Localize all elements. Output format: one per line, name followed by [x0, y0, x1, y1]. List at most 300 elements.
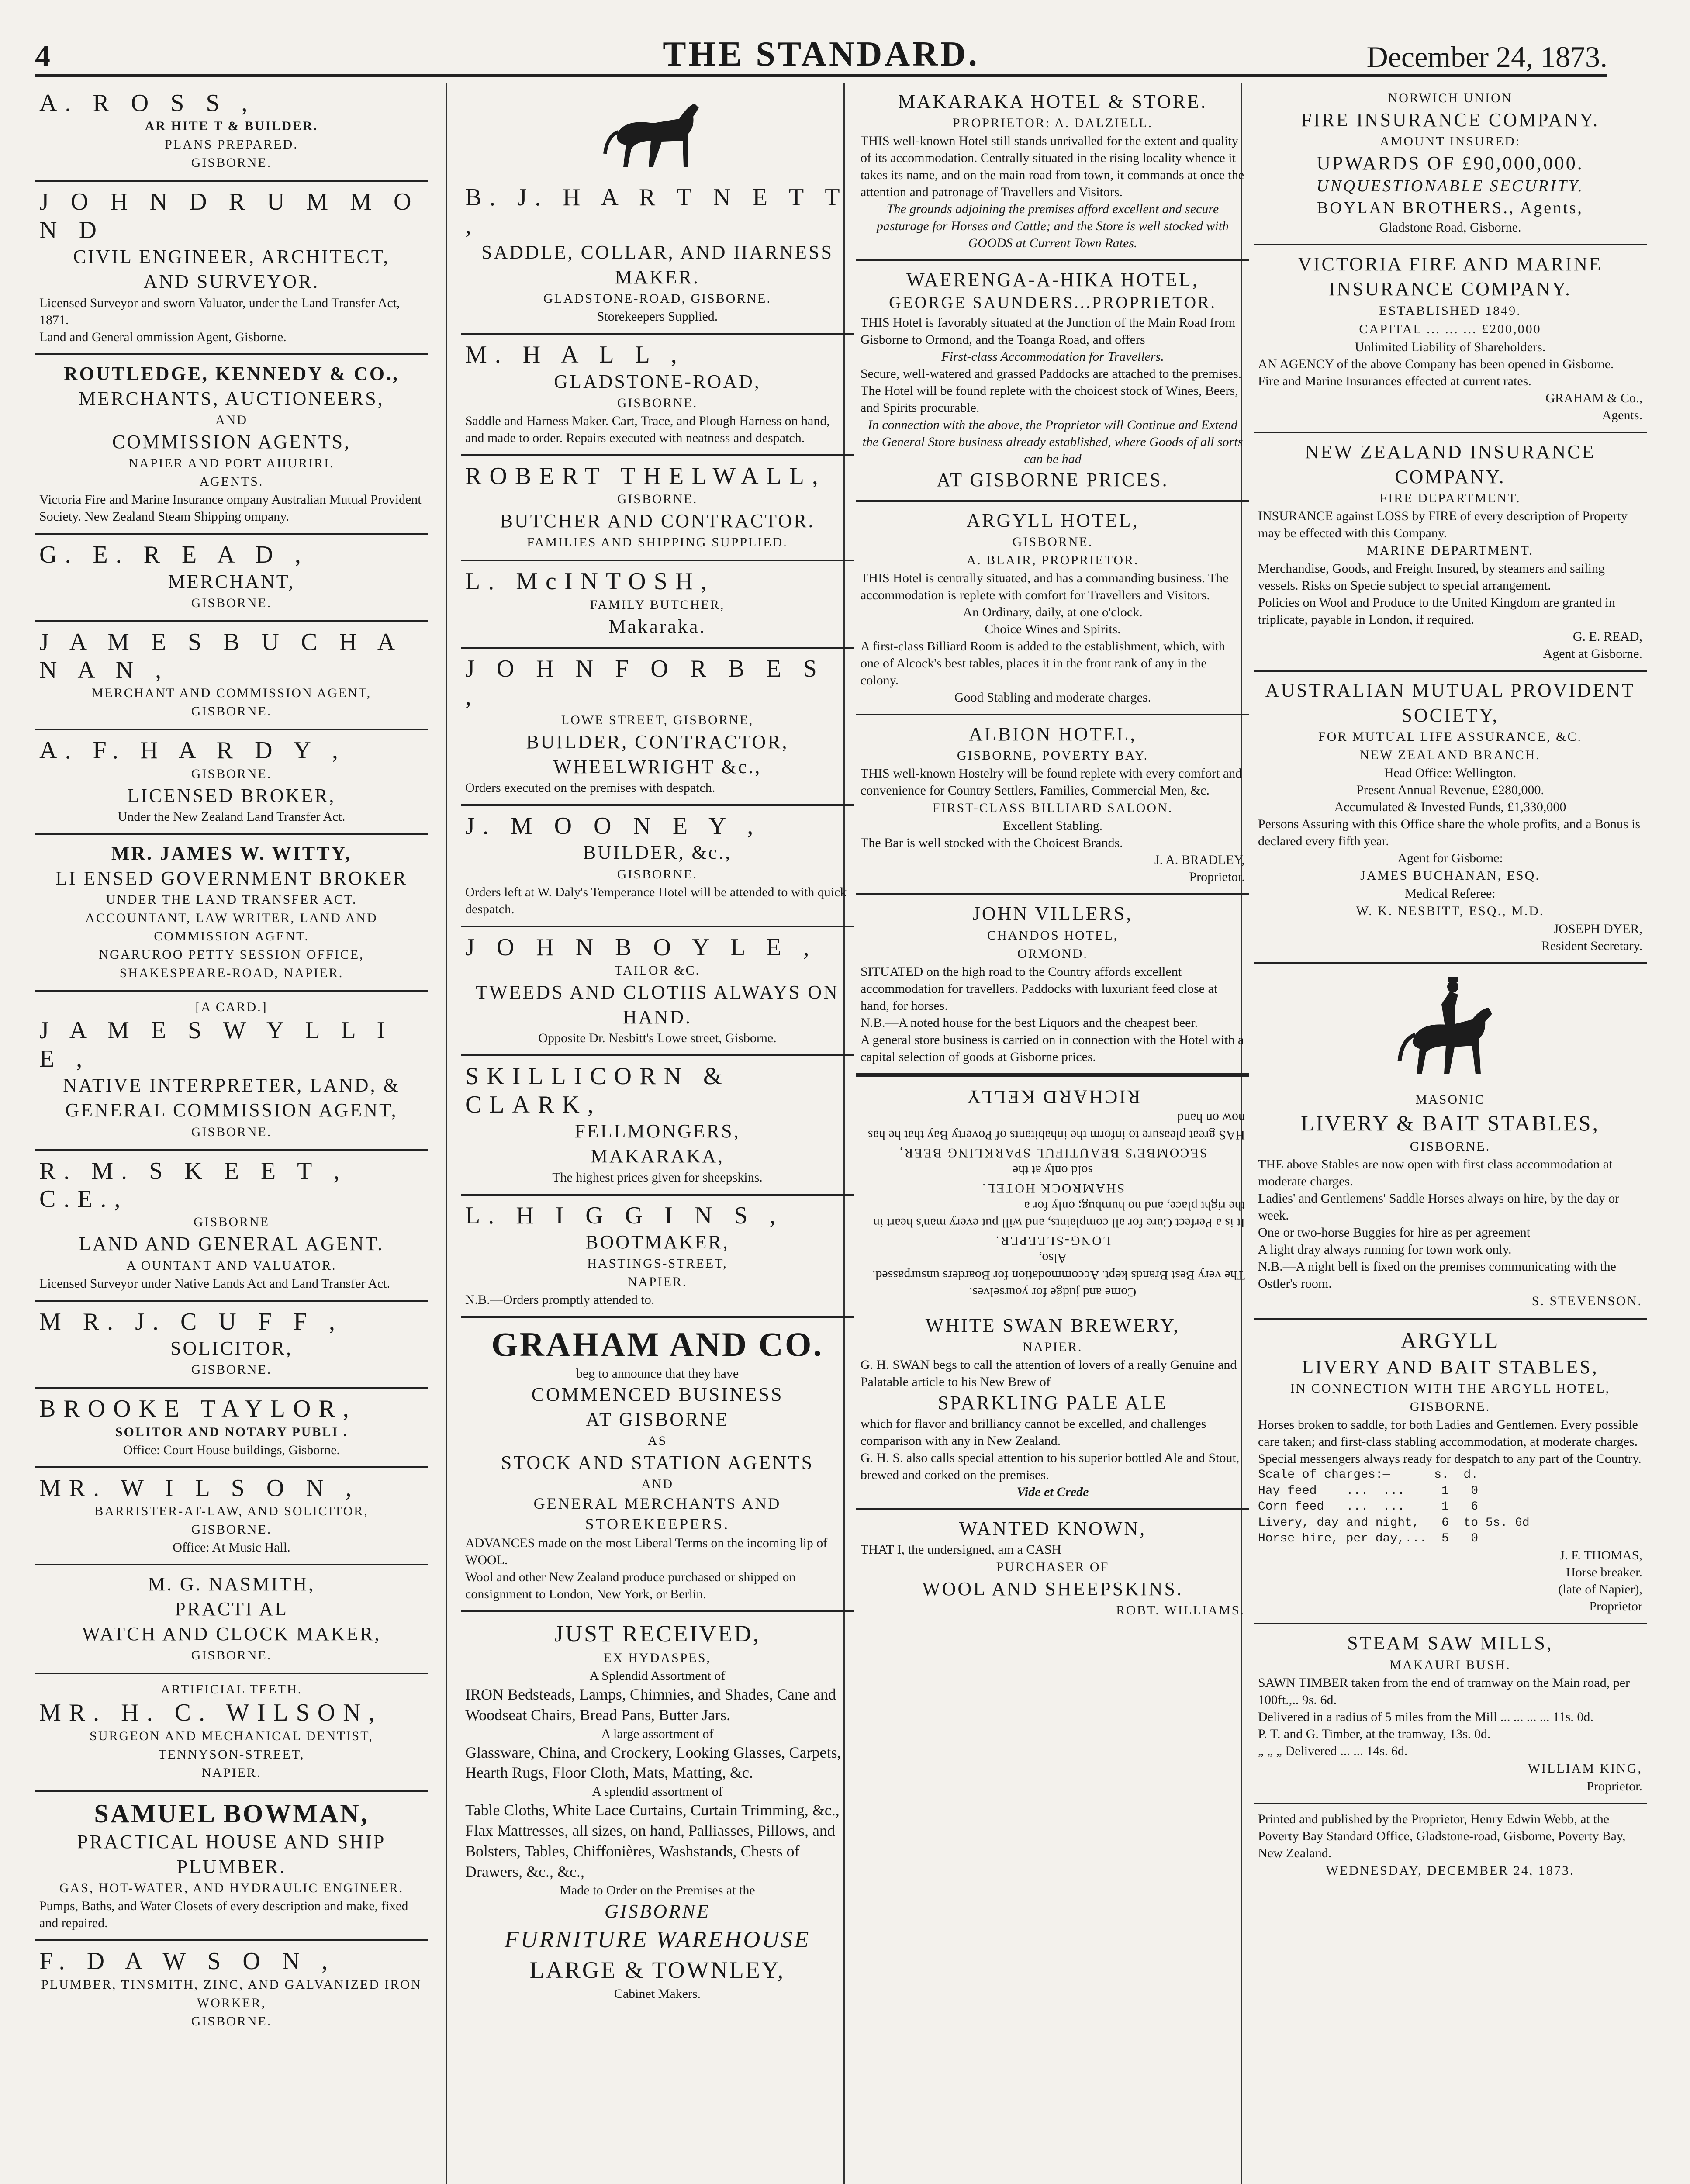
ad-line: AGENTS. — [199, 474, 264, 489]
ad-line: BUTCHER AND CONTRACTOR. — [500, 510, 815, 532]
ad-kelly-inverted — [856, 1075, 1249, 1307]
ad-line: PRACTICAL HOUSE AND SHIP PLUMBER. — [77, 1831, 386, 1878]
ad-line: FAMILY BUTCHER, — [590, 597, 725, 612]
ad-place: GISBORNE. — [191, 156, 272, 170]
ad-signature: ROBT. WILLIAMS. — [1116, 1603, 1245, 1618]
ad-name: WANTED KNOWN, — [959, 1518, 1147, 1540]
ad-body: N.B.—A noted house for the best Liquors and the cheapest beer. — [861, 1015, 1198, 1030]
ad-line: BOYLAN BROTHERS., Agents, — [1317, 198, 1583, 217]
ad-name: SKILLICORN & CLARK, — [465, 1063, 730, 1118]
ad-body: The Bar is well stocked with the Choicest Brands. — [861, 836, 1123, 850]
ad-line: BUILDER, CONTRACTOR, WHEELWRIGHT &c., — [526, 731, 789, 778]
ad-line: SHAMROCK HOTEL. — [981, 1181, 1125, 1196]
ad-body: THE above Stables are now open with first class accommodation at moderate charges. — [1258, 1157, 1613, 1189]
ad-line: Storekeepers Supplied. — [597, 309, 718, 324]
ad-body: Orders executed on the premises with despatch. — [465, 781, 715, 795]
ad-body: Fire and Marine Insurances effected at current rates. — [1258, 373, 1531, 388]
ad-line: LIVERY AND BAIT STABLES, — [1302, 1356, 1599, 1378]
ad-line: UNQUESTIONABLE SECURITY. — [1317, 177, 1584, 196]
ad-name: J A M E S B U C H A N A N , — [39, 628, 402, 684]
ad-body: Table Cloths, White Lace Curtains, Curtain Trimming, &c., — [465, 1801, 840, 1819]
ad-line: GEORGE SAUNDERS...PROPRIETOR. — [889, 294, 1217, 312]
ad-line: FELLMONGERS, — [574, 1120, 740, 1142]
ad-hcwilson — [35, 1674, 428, 1791]
column-2 — [461, 83, 854, 2184]
ad-line: Choice Wines and Spirits. — [985, 622, 1121, 637]
ad-amp — [1254, 672, 1647, 964]
ad-line: Accumulated & Invested Funds, £1,330,000 — [1334, 800, 1566, 815]
ad-body: G. H. SWAN begs to call the attention of lovers of a really Genuine and Palatable article to his New Brew of — [861, 1357, 1237, 1389]
ad-line: STOCK AND STATION AGENTS — [501, 1452, 814, 1474]
ad-line: FAMILIES AND SHIPPING SUPPLIED. — [527, 535, 788, 550]
ad-line: SHAKESPEARE-ROAD, NAPIER. — [119, 966, 344, 981]
ad-line: ESTABLISHED 1849. — [1379, 303, 1521, 318]
ad-line: WOOL AND SHEEPSKINS. — [922, 1578, 1183, 1600]
ad-line: [A CARD.] — [195, 1000, 268, 1015]
ad-buchanan — [35, 622, 428, 731]
ad-line: sold only at the — [1012, 1163, 1093, 1178]
ad-body: N.B.—A night bell is fixed on the premises communicating with the Ostler's room. — [1258, 1259, 1616, 1291]
ad-higgins — [461, 1196, 854, 1318]
ad-line: AMOUNT INSURED: — [1380, 134, 1521, 149]
ad-body: Special messengers always ready for despatch to any part of the Country. — [1258, 1451, 1642, 1466]
ad-line: UPWARDS OF £90,000,000. — [1317, 152, 1584, 174]
ad-name: L. McINTOSH, — [465, 568, 715, 595]
ad-line: BARRISTER-AT-LAW, AND SOLICITOR, — [94, 1503, 369, 1518]
ad-name: BROOKE TAYLOR, — [39, 1395, 357, 1423]
ad-taylor — [35, 1389, 428, 1468]
ad-body: P. T. and G. Timber, at the tramway, 13s. 0d. — [1258, 1726, 1491, 1741]
ad-place: Makaraka. — [608, 615, 706, 637]
ad-body: A light dray always running for town work only. — [1258, 1242, 1512, 1257]
ad-skillicorn — [461, 1056, 854, 1195]
ad-line: A splendid assortment of — [592, 1784, 723, 1799]
ad-line: COMMENCED BUSINESS — [531, 1383, 784, 1405]
ad-body: HAS great pleasure to inform the inhabitants of Poverty Bay that he has now on hand — [867, 1110, 1245, 1142]
ad-line: MASONIC — [1415, 1092, 1485, 1107]
ad-norwich — [1254, 83, 1647, 245]
ad-body: Flax Mattresses, all sizes, on hand, Palliasses, Pillows, and Bolsters, Tables, Chiffonières, Washstands, Chests of Drawers, &c., &c., — [465, 1822, 835, 1880]
ad-signature: Horse breaker. — [1566, 1565, 1642, 1580]
ad-witty — [35, 835, 428, 992]
ad-hardy — [35, 730, 428, 835]
ad-body: Policies on Wool and Produce to the United Kingdom are granted in triplicate, payable in London, if required. — [1258, 595, 1615, 627]
ad-line: LARGE & TOWNLEY, — [529, 1956, 785, 1983]
ad-signature: JOSEPH DYER, — [1553, 922, 1642, 936]
ad-body: Licensed Surveyor and sworn Valuator, under the Land Transfer Act, 1871. — [39, 295, 400, 327]
ad-line: SURGEON AND MECHANICAL DENTIST, — [90, 1728, 373, 1743]
ad-body: Licensed Surveyor under Native Lands Act and Land Transfer Act. — [39, 1276, 391, 1291]
ad-forbes — [461, 649, 854, 806]
ad-place: GISBORNE. — [191, 704, 272, 719]
ad-line: A. BLAIR, PROPRIETOR. — [966, 553, 1139, 568]
ad-name: AUSTRALIAN MUTUAL PROVIDENT SOCIETY, — [1265, 679, 1635, 726]
fee-row: Scale of charges:— s. d. — [1258, 1468, 1479, 1482]
ad-line: SOLICITOR, — [170, 1337, 293, 1359]
ad-line: Head Office: Wellington. — [1384, 766, 1517, 781]
ad-signature: Agent at Gisborne. — [1543, 646, 1642, 661]
ad-line: BUILDER, &c., — [583, 842, 732, 864]
ad-victoria — [1254, 245, 1647, 433]
ad-name: MAKARAKA HOTEL & STORE. — [898, 91, 1208, 112]
ad-thelwall — [461, 456, 854, 562]
ad-line: UNDER THE LAND TRANSFER ACT. — [106, 892, 357, 907]
ad-name: SAMUEL BOWMAN, — [94, 1799, 369, 1828]
ad-line: Present Annual Revenue, £280,000. — [1356, 783, 1544, 798]
ad-line: Good Stabling and moderate charges. — [954, 690, 1151, 705]
ad-signature: Proprietor. — [1189, 870, 1245, 885]
ad-line: Also, — [1038, 1251, 1067, 1265]
ad-line: FOR MUTUAL LIFE ASSURANCE, &C. — [1318, 729, 1582, 744]
ad-body: ADVANCES made on the most Liberal Terms on the incoming lip of WOOL. — [465, 1535, 828, 1567]
ad-body: SITUATED on the high road to the Country affords excellent accommodation for travellers. Paddocks with luxuriant feed close at hand, for horses. — [861, 964, 1218, 1013]
ad-place: NAPIER AND PORT AHURIRI. — [128, 456, 335, 471]
ad-place: GISBORNE. — [191, 2014, 272, 2028]
ad-line: NATIVE INTERPRETER, LAND, & GENERAL COMMISSION AGENT, — [63, 1075, 400, 1121]
ad-name: L. H I G G I N S , — [465, 1202, 784, 1229]
ad-name: RICHARD KELLY — [965, 1086, 1140, 1108]
ad-line: HASTINGS-STREET, — [587, 1256, 728, 1271]
ad-line: Cabinet Makers. — [614, 1987, 701, 2001]
ad-body: The highest prices given for sheepskins. — [552, 1170, 763, 1185]
ad-signature: Agents. — [1602, 408, 1642, 422]
ad-line: GLADSTONE-ROAD, — [554, 370, 761, 392]
ad-line: SPARKLING PALE ALE — [938, 1392, 1168, 1413]
ad-just-received — [461, 1612, 854, 2010]
ad-signature: Proprietor. — [1586, 1779, 1642, 1794]
ad-name: GRAHAM AND CO. — [491, 1325, 824, 1364]
ad-name: ROBERT THELWALL, — [465, 462, 826, 490]
ad-line: AR HITE T & BUILDER. — [145, 119, 318, 134]
ad-place: GISBORNE. — [617, 492, 698, 507]
ad-line: PLANS PREPARED. — [165, 137, 298, 152]
ad-cuff — [35, 1302, 428, 1389]
ad-line: NGARUROO PETTY SESSION OFFICE, — [99, 947, 364, 962]
ad-routledge — [35, 355, 428, 535]
ad-name: ARGYLL — [1400, 1328, 1500, 1353]
ad-body: Victoria Fire and Marine Insurance ompany Australian Mutual Provident Society. New Zealand Steam Shipping ompany. — [39, 492, 422, 524]
ad-body: In connection with the above, the Proprietor will Continue and Extend the General Store business already established, where Goods of all sorts can be had — [862, 417, 1243, 466]
ad-line: Made to Order on the Premises at the — [560, 1883, 755, 1898]
ad-place: GISBORNE. — [1410, 1139, 1491, 1154]
ad-place: NAPIER. — [201, 1765, 262, 1780]
ad-ross — [35, 83, 428, 182]
ad-line: GAS, HOT-WATER, AND HYDRAULIC ENGINEER. — [59, 1881, 404, 1896]
imprint-date: WEDNESDAY, DECEMBER 24, 1873. — [1326, 1863, 1575, 1878]
ad-nz-insurance — [1254, 433, 1647, 672]
ad-place: GISBORNE. — [191, 1362, 272, 1377]
ad-masonic-stables — [1254, 964, 1647, 1320]
ad-name: WAERENGA-A-HIKA HOTEL, — [906, 269, 1199, 291]
ad-line: AT GISBORNE PRICES. — [937, 469, 1169, 491]
ad-line: CAPITAL ... ... ... £200,000 — [1359, 321, 1541, 336]
ad-line: PRACTI AL — [175, 1598, 288, 1620]
ad-signature: WILLIAM KING, — [1528, 1761, 1642, 1776]
ad-line: NORWICH UNION — [1388, 91, 1513, 105]
ad-villers — [856, 895, 1249, 1075]
ad-name: MR. W I L S O N , — [39, 1474, 359, 1502]
ad-line: FIRE DEPARTMENT. — [1379, 491, 1521, 505]
ad-white-swan — [856, 1307, 1249, 1510]
ad-line: IN CONNECTION WITH THE ARGYLL HOTEL, — [1290, 1381, 1611, 1396]
ad-name: J O H N B O Y L E , — [465, 933, 817, 961]
ad-body: AN AGENCY of the above Company has been opened in Gisborne. — [1258, 356, 1614, 371]
ad-signature: S. STEVENSON. — [1531, 1294, 1642, 1309]
ad-wyllie — [35, 992, 428, 1151]
ad-place: GISBORNE. — [191, 1522, 272, 1537]
ad-line: LAND AND GENERAL AGENT. — [79, 1233, 384, 1255]
ad-signature: (late of Napier), — [1558, 1582, 1642, 1597]
ad-line: TWEEDS AND CLOTHS ALWAYS ON HAND. — [476, 981, 839, 1028]
ad-body: The grounds adjoining the premises afford excellent and secure pasturage for Horses and Cattle; and the Store is well stocked with GOODS at Current Town Rates. — [876, 202, 1229, 251]
ad-line: MERCHANT AND COMMISSION AGENT, — [91, 686, 372, 701]
ad-body: Delivered in a radius of 5 miles from the Mill ... ... ... ... 11s. 0d. — [1258, 1709, 1593, 1724]
imprint-text: Printed and published by the Proprietor, Henry Edwin Webb, at the Poverty Bay Standard Office, Gladstone-road, Gisborne, Poverty Bay, New Zealand. — [1258, 1811, 1626, 1860]
masthead — [35, 26, 1607, 77]
ad-place: GISBORNE. — [191, 595, 272, 610]
ad-line: TENNYSON-STREET, — [158, 1747, 305, 1762]
ad-argyll-stables — [1254, 1320, 1647, 1624]
ad-drummond — [35, 182, 428, 355]
ad-name: M. G. NASMITH, — [148, 1573, 315, 1595]
ad-body: Saddle and Harness Maker. Cart, Trace, and Plough Harness on hand, and made to order. Repairs executed with neatness and despatch. — [465, 413, 830, 445]
ad-body: THIS Hotel is centrally situated, and has a commanding business. The accommodation is replete with comfort for Travellers and Visitors. — [861, 571, 1229, 603]
ad-name: J O H N F O R B E S , — [465, 655, 825, 711]
ad-name: ARGYLL HOTEL, — [966, 509, 1139, 531]
ad-body: THIS well-known Hostelry will be found replete with every comfort and convenience for Country Settlers, Families, Commercial Men, &c. — [861, 766, 1242, 798]
ad-motto: Vide et Crede — [1016, 1485, 1089, 1500]
ad-line: JAMES BUCHANAN, ESQ. — [1360, 868, 1540, 883]
ad-line: Unlimited Liability of Shareholders. — [1355, 339, 1546, 354]
fee-row: Hay feed ... ... 1 0 — [1258, 1484, 1479, 1498]
ad-line: CHANDOS HOTEL, — [987, 928, 1119, 943]
ad-line: An Ordinary, daily, at one o'clock. — [963, 605, 1143, 620]
ad-body: The Hotel will be found replete with the choicest stock of Wines, Beers, and Spirits procurable. — [861, 383, 1238, 415]
ad-signature: Proprietor — [1589, 1599, 1642, 1614]
ad-body: THIS well-known Hotel still stands unrivalled for the extent and quality of its accommodation. Centrally situated in the rising locality whence it takes its name, and on the main road from town, it commands at once the attention and patronage of Travellers and Visitors. — [861, 134, 1244, 200]
ad-name: B. J. H A R T N E T T , — [465, 184, 847, 239]
ad-line: First-class Accommodation for Travellers. — [941, 349, 1164, 364]
ad-body: G. H. S. also calls special attention to his superior bottled Ale and Stout, brewed and corked on the premises. — [861, 1451, 1240, 1482]
ad-body: Ladies' and Gentlemens' Saddle Horses always on hire, by the day or week. — [1258, 1191, 1620, 1223]
ad-signature: GRAHAM & Co., — [1545, 390, 1642, 405]
ad-place: GISBORNE — [193, 1215, 270, 1230]
ad-line: SECOMBE'S BEAUTIFUL SPARKLING BEER, — [898, 1145, 1207, 1160]
fee-row: Corn feed ... ... 1 6 — [1258, 1500, 1479, 1514]
ad-body: A first-class Billiard Room is added to the establishment, which, with one of Alcock's best tables, places it in the front rank of any in the colony. — [861, 639, 1225, 688]
ad-line: beg to announce that they have — [576, 1366, 739, 1381]
ad-albion — [856, 715, 1249, 895]
ad-mooney — [461, 806, 854, 927]
ad-place: GISBORNE. — [191, 766, 272, 781]
ad-line: COMMISSION AGENTS, — [112, 431, 351, 453]
ad-body: which for flavor and brilliancy cannot be excelled, and challenges comparison with any in New Zealand. — [861, 1417, 1206, 1448]
column-4 — [1254, 83, 1647, 2184]
ad-name: STEAM SAW MILLS, — [1347, 1632, 1553, 1654]
ad-body: A general store business is carried on in connection with the Hotel with a capital selection of goods at Gisborne prices. — [861, 1032, 1244, 1064]
ad-line: A large assortment of — [601, 1726, 714, 1741]
ad-name: ALBION HOTEL, — [968, 723, 1137, 745]
ad-name: M R. J. C U F F , — [39, 1308, 343, 1335]
ad-line: MERCHANT, — [168, 570, 295, 592]
ad-line: LONG-SLEEPER. — [994, 1233, 1111, 1248]
ad-signature: J. F. THOMAS, — [1559, 1548, 1642, 1563]
ad-line: AT GISBORNE — [585, 1408, 729, 1430]
ad-line: Under the New Zealand Land Transfer Act. — [118, 809, 346, 824]
column-1 — [35, 83, 428, 2184]
ad-body: Persons Assuring with this Office share the whole profits, and a Bonus is declared every fifth year. — [1258, 817, 1641, 849]
ad-line: GLADSTONE-ROAD, GISBORNE. — [543, 291, 771, 306]
ad-place: GISBORNE. — [191, 1648, 272, 1663]
ad-signature: Resident Secretary. — [1541, 939, 1642, 954]
ad-line: Gladstone Road, Gisborne. — [1379, 220, 1521, 235]
column-3 — [856, 83, 1249, 2184]
ad-line: ACCOUNTANT, LAW WRITER, LAND AND COMMISSION AGENT. — [85, 911, 378, 944]
ad-body: Wool and other New Zealand produce purchased or shipped on consignment to London, New York, or Berlin. — [465, 1569, 796, 1601]
ad-name: WHITE SWAN BREWERY, — [925, 1314, 1180, 1336]
horse-illustration — [601, 93, 714, 180]
ad-place: ORMOND. — [1017, 946, 1088, 961]
ad-line: MAKARAKA, — [590, 1145, 725, 1167]
ad-line: MARINE DEPARTMENT. — [1366, 543, 1534, 558]
ad-nasmith — [35, 1565, 428, 1675]
page-number: 4 — [35, 40, 50, 73]
ad-line: A Splendid Assortment of — [589, 1669, 726, 1683]
ad-line: GISBORNE, POVERTY BAY. — [957, 748, 1149, 763]
ad-skeet — [35, 1151, 428, 1302]
ad-line: LICENSED BROKER, — [127, 784, 336, 806]
fee-row: Livery, day and night, 6 to 5s. 6d — [1258, 1516, 1530, 1530]
horse-rider-illustration — [1389, 974, 1511, 1087]
ad-name: M. H A L L , — [465, 341, 685, 369]
ad-line: TAILOR &C. — [615, 963, 700, 978]
ad-wanted-known — [856, 1510, 1249, 1628]
ad-place: GISBORNE. — [617, 395, 698, 410]
ad-place: NAPIER. — [1023, 1339, 1083, 1354]
ad-line: FIRST-CLASS BILLIARD SALOON. — [932, 801, 1173, 816]
ad-line: BOOTMAKER, — [585, 1231, 729, 1253]
ad-line: GISBORNE. — [1012, 535, 1093, 549]
ad-place: GISBORNE. — [191, 1124, 272, 1139]
ad-line: FURNITURE WAREHOUSE — [504, 1926, 811, 1952]
ad-body: Opposite Dr. Nesbitt's Lowe street, Gisborne. — [538, 1031, 777, 1046]
ad-boyle — [461, 927, 854, 1057]
ad-graham — [461, 1318, 854, 1612]
ad-line: Come and judge for yourselves. — [969, 1285, 1137, 1299]
ad-line: EX HYDASPES, — [603, 1651, 712, 1666]
ad-name: LIVERY & BAIT STABLES, — [1300, 1111, 1600, 1136]
ad-body: Merchandise, Goods, and Freight Insured, by steamers and sailing vessels. Risks on Specie subject to special arrangement. — [1258, 561, 1605, 593]
ad-body: THIS Hotel is favorably situated at the Junction of the Main Road from Gisborne to Ormond, and the Toanga Road, and offers — [861, 315, 1236, 347]
ad-name: MR. JAMES W. WITTY, — [111, 843, 352, 864]
ad-body: INSURANCE against LOSS by FIRE of every description of Property may be effected with this Company. — [1258, 508, 1628, 540]
ad-line: AND — [215, 412, 248, 427]
ad-line: PROPRIETOR: A. DALZIELL. — [952, 116, 1153, 131]
ad-line: A OUNTANT AND VALUATOR. — [126, 1258, 337, 1273]
ad-place: NAPIER. — [627, 1275, 688, 1289]
ad-body: Horses broken to saddle, for both Ladies and Gentlemen. Every possible care taken; and first-class stabling accommodation, at moderate charges. — [1258, 1417, 1638, 1449]
ad-line: ARTIFICIAL TEETH. — [160, 1682, 303, 1697]
ad-waerenga — [856, 261, 1249, 502]
ad-body: Orders left at W. Daly's Temperance Hotel will be attended to with quick despatch. — [465, 885, 847, 916]
ad-body: Land and General ommission Agent, Gisborne. — [39, 329, 287, 344]
ad-body: One or two-horse Buggies for hire as per agreement — [1258, 1225, 1531, 1240]
ad-place: GISBORNE. — [1410, 1400, 1491, 1414]
ad-name: J O H N D R U M M O N D — [39, 188, 419, 244]
ad-line: Agent for Gisborne: — [1397, 851, 1503, 866]
ad-line: AND SURVEYOR. — [143, 271, 320, 293]
ad-name: J. M O O N E Y , — [465, 812, 761, 840]
ad-name: NEW ZEALAND INSURANCE COMPANY. — [1305, 441, 1596, 487]
ad-line: MERCHANTS, AUCTIONEERS, — [79, 387, 384, 409]
ad-wilson — [35, 1468, 428, 1565]
ad-dawson — [35, 1941, 428, 2038]
ad-line: NEW ZEALAND BRANCH. — [1360, 748, 1541, 763]
ad-line: WATCH AND CLOCK MAKER, — [82, 1623, 381, 1645]
ad-line: W. K. NESBITT, ESQ., M.D. — [1356, 904, 1545, 919]
ad-body: THAT I, the undersigned, am a CASH — [861, 1542, 1061, 1557]
ad-body: SAWN TIMBER taken from the end of tramway on the Main road, per 100ft.,.. 9s. 6d. — [1258, 1675, 1630, 1707]
ad-line: GENERAL MERCHANTS AND STOREKEEPERS. — [533, 1495, 781, 1533]
ad-line: AS — [647, 1434, 667, 1448]
ad-body: Pumps, Baths, and Water Closets of every description and make, fixed and repaired. — [39, 1899, 408, 1931]
ad-body: It is a Perfect Cure for all complaints, and will put every man's heart in the right place, and no humbug; only for a — [873, 1198, 1245, 1230]
ad-body: Office: At Music Hall. — [173, 1540, 290, 1555]
ad-mcintosh — [461, 561, 854, 649]
ad-name: F. D A W S O N , — [39, 1948, 336, 1975]
ad-argyll-hotel — [856, 502, 1249, 715]
ad-body: Secure, well-watered and grassed Paddocks are attached to the premises. — [861, 366, 1242, 381]
fee-row: Horse hire, per day,... 5 0 — [1258, 1532, 1479, 1546]
ad-name: JOHN VILLERS, — [972, 903, 1133, 925]
ad-body: „ „ „ Delivered ... ... 14s. 6d. — [1258, 1743, 1408, 1758]
ad-name: VICTORIA FIRE AND MARINE INSURANCE COMPANY. — [1298, 253, 1603, 300]
ad-bowman — [35, 1792, 428, 1941]
ad-body: Office: Court House buildings, Gisborne. — [123, 1442, 340, 1457]
ad-hall — [461, 335, 854, 456]
ad-line: Medical Referee: — [1405, 886, 1496, 901]
ad-line: SOLITOR AND NOTARY PUBLI . — [115, 1424, 348, 1439]
ad-name: A. R O S S , — [39, 90, 256, 117]
ad-body: N.B.—Orders promptly attended to. — [465, 1292, 655, 1307]
ad-line: CIVIL ENGINEER, ARCHITECT, — [73, 246, 390, 268]
ad-name: A. F. H A R D Y , — [39, 737, 346, 764]
ad-line: SADDLE, COLLAR, AND HARNESS MAKER. — [481, 241, 833, 288]
ad-name: J A M E S W Y L L I E , — [39, 1017, 393, 1072]
ad-signature: G. E. READ, — [1572, 629, 1642, 644]
ad-body: Glassware, China, and Crockery, Looking Glasses, Carpets, Hearth Rugs, Floor Cloth, Mats, Matting, &c. — [465, 1743, 841, 1782]
ad-name: ROUTLEDGE, KENNEDY & CO., — [63, 363, 400, 384]
issue-date: December 24, 1873. — [1366, 40, 1607, 73]
newspaper-title: THE STANDARD. — [663, 35, 980, 73]
ad-place: GISBORNE. — [617, 867, 698, 881]
ad-name: G. E. R E A D , — [39, 541, 309, 569]
ad-hartnett — [461, 83, 854, 335]
ad-place: MAKAURI BUSH. — [1389, 1657, 1511, 1672]
ad-line: PURCHASER OF — [996, 1560, 1109, 1575]
column-rule — [446, 83, 447, 2184]
ad-signature: J. A. BRADLEY, — [1154, 853, 1245, 867]
ad-body: IRON Bedsteads, Lamps, Chimnies, and Shades, Cane and Woodseat Chairs, Bread Pans, Butter Jars. — [465, 1686, 836, 1724]
ad-line: LI ENSED GOVERNMENT BROKER — [55, 867, 408, 889]
ad-makaraka — [856, 83, 1249, 261]
ad-line: GISBORNE — [604, 1901, 711, 1922]
ad-body: The very Best Brands kept. Accommodation for Boarders unsurpassed. — [872, 1268, 1245, 1282]
ad-name: FIRE INSURANCE COMPANY. — [1301, 109, 1600, 131]
imprint — [1254, 1804, 1647, 1888]
ad-line: Excellent Stabling. — [1002, 819, 1103, 833]
ad-read — [35, 535, 428, 622]
